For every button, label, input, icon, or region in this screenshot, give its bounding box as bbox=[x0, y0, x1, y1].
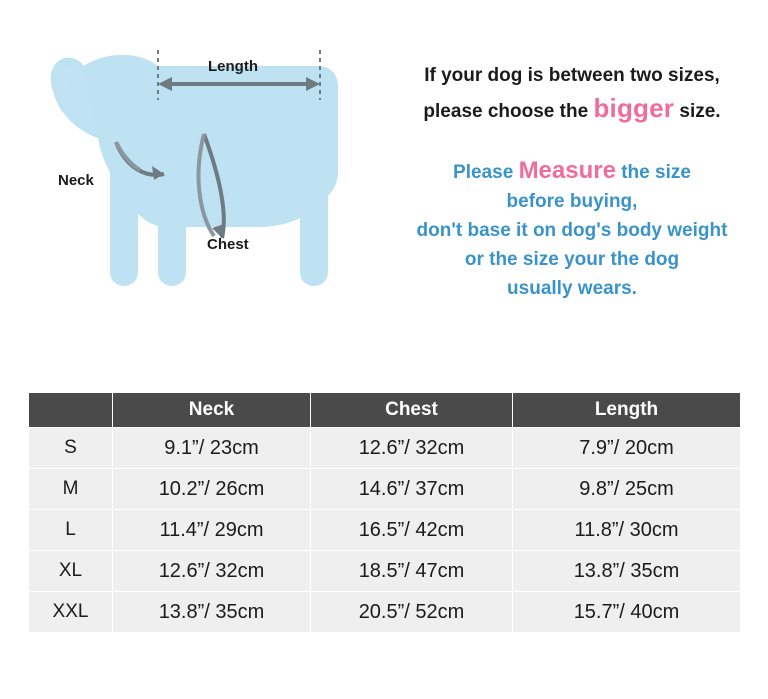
table-header-length: Length bbox=[513, 393, 741, 428]
table-row bbox=[29, 510, 741, 551]
row-chest: 12.6”/ 32cm bbox=[311, 428, 513, 469]
row-length: 15.7”/ 40cm bbox=[513, 592, 741, 633]
table-header-corner bbox=[29, 393, 113, 428]
measure-line-1 bbox=[386, 156, 758, 187]
measure-line-3: don't base it on dog's body weight bbox=[416, 220, 728, 241]
size-table-wrapper bbox=[28, 392, 740, 633]
label-chest: Chest bbox=[207, 236, 249, 253]
table-row bbox=[29, 551, 741, 592]
advice-bigger-highlight: bigger bbox=[593, 93, 675, 123]
measure-highlight: Measure bbox=[518, 157, 616, 184]
row-neck: 13.8”/ 35cm bbox=[113, 592, 311, 633]
table-row bbox=[29, 469, 741, 510]
label-length: Length bbox=[208, 58, 258, 75]
measure-line-1-prefix: Please bbox=[453, 162, 514, 183]
row-length: 7.9”/ 20cm bbox=[513, 428, 741, 469]
row-size: L bbox=[29, 510, 113, 551]
row-length: 13.8”/ 35cm bbox=[513, 551, 741, 592]
advice-line-1: If your dog is between two sizes, bbox=[424, 65, 720, 86]
row-size: XL bbox=[29, 551, 113, 592]
measure-note-block bbox=[386, 156, 758, 303]
table-row bbox=[29, 428, 741, 469]
row-chest: 14.6”/ 37cm bbox=[311, 469, 513, 510]
measure-line-2: before buying, bbox=[506, 191, 638, 212]
row-neck: 9.1”/ 23cm bbox=[113, 428, 311, 469]
row-neck: 11.4”/ 29cm bbox=[113, 510, 311, 551]
table-header-chest: Chest bbox=[311, 393, 513, 428]
measure-line-4: or the size your the dog bbox=[464, 249, 680, 270]
size-table-body bbox=[29, 428, 741, 633]
table-row bbox=[29, 592, 741, 633]
row-size: XXL bbox=[29, 592, 113, 633]
row-size: M bbox=[29, 469, 113, 510]
advice-text-block bbox=[386, 60, 758, 303]
measure-line-1-suffix: the size bbox=[621, 162, 691, 183]
row-chest: 16.5”/ 42cm bbox=[311, 510, 513, 551]
advice-line-2-suffix: size. bbox=[679, 101, 721, 122]
row-neck: 12.6”/ 32cm bbox=[113, 551, 311, 592]
label-neck: Neck bbox=[58, 172, 94, 189]
size-table-head bbox=[29, 393, 741, 428]
size-table bbox=[28, 392, 741, 633]
table-header-row bbox=[29, 393, 741, 428]
row-neck: 10.2”/ 26cm bbox=[113, 469, 311, 510]
row-chest: 20.5”/ 52cm bbox=[311, 592, 513, 633]
table-header-neck: Neck bbox=[113, 393, 311, 428]
row-length: 9.8”/ 25cm bbox=[513, 469, 741, 510]
advice-line-2 bbox=[386, 92, 758, 128]
advice-line-2-prefix: please choose the bbox=[423, 101, 589, 122]
row-length: 11.8”/ 30cm bbox=[513, 510, 741, 551]
measure-line-5: usually wears. bbox=[507, 278, 637, 299]
row-chest: 18.5”/ 47cm bbox=[311, 551, 513, 592]
row-size: S bbox=[29, 428, 113, 469]
